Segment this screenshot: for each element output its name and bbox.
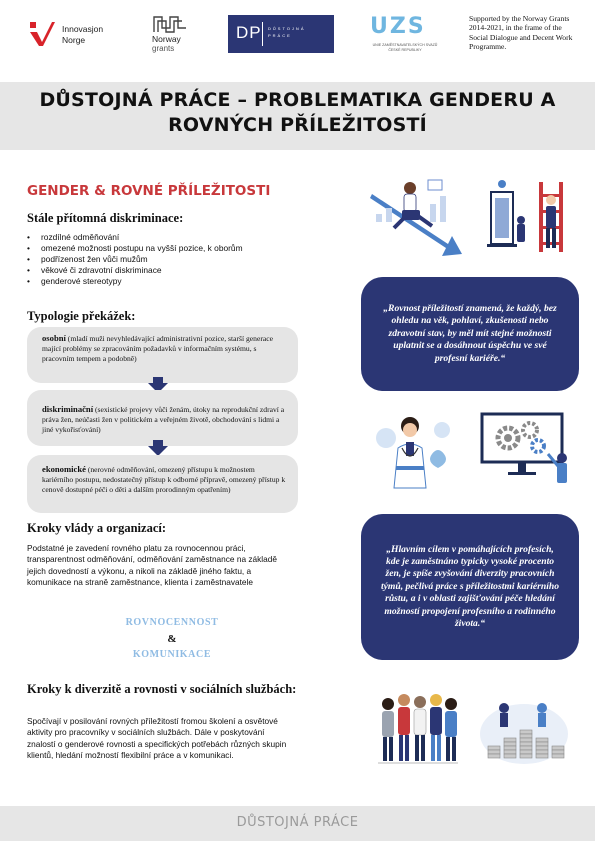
coins-equality-illustration-icon [474,690,574,770]
government-heading: Kroky vlády a organizací: [27,521,167,535]
career-ladder-illustration-icon [483,174,575,262]
obstacle-box-economic [27,455,298,513]
equation-ampersand: & [167,633,177,645]
norway-text: Norway [152,34,181,44]
dp-logo-letters: DP [236,23,262,42]
diversity-text: Spočívají v posilování rovných příležitostí fromou školení a osvětové aktivity pro pracovníky v sociálních službách. Dále v poskytování znalostí o genderové rovnosti a specifických potřebách různých skupin klientů, hledání možností flexibilní práce a v komunikaci. [27,716,287,761]
footer-band [0,806,595,841]
nurse-illustration-icon [366,408,456,490]
supported-by-text: Supported by the Norway Grants 2014-2021, in the frame of the Social Dialogue and Decent Work Programme. [469,14,573,52]
obstacle-text: (mladí muži nevyhledávající administrativní pozice, starší generace mající problémy se zpracováním požadavků v informačním systému, s pracovním tempem a podobně) [42,334,273,363]
uzs-logo-subtitle: UNIE ZAMĚSTNAVATELSKÝCH SVAZŮ ČESKÉ REPUBLIKY [372,43,438,52]
dp-logo-line1: DŮSTOJNÁ [268,26,306,31]
obstacle-text: (sexistické projevy vůči ženám, útoky na reprodukční zdraví a práva žen, neúčasti žen v politickém a veřejném životě, obchodování s lidmi a jiné vykořisťování) [42,405,285,434]
obstacle-term: diskriminační [42,404,94,414]
discrimination-heading: Stále přítomná diskriminace: [27,211,184,225]
quote-helping-professions [361,514,579,660]
uzs-logo [368,14,442,56]
norway-grants-logo [150,14,210,56]
discrimination-list [27,232,243,287]
list-item: • omezené možnosti postupu na vyšší pozice, k oborům [27,243,243,254]
dustojna-prace-logo [228,15,334,53]
obstacle-box-personal [27,327,298,383]
list-item: • podřízenost žen vůči mužům [27,254,243,265]
woman-on-arrow-illustration-icon [366,174,466,262]
quote-text: „Hlavním cílem v pomáhajících profesích, kde je zaměstnáno typicky vysoké procento žen, je spíše zvyšování diverzity pracovních týmů, pečlivá práce s příležitostmi kariérního růstu, a i v oblasti zajišťování péče hledání možností propojení profesního a rodinného života.“ [380,543,559,630]
section-title: GENDER & ROVNÉ PŘÍLEŽITOSTI [27,183,271,199]
equation-word1: ROVNOCENNOST [125,617,219,628]
obstacle-term: osobní [42,333,66,343]
quote-equal-opportunity [361,277,579,391]
obstacle-term: ekonomické [42,464,86,474]
innovasjon-norge-logo-icon [28,20,56,46]
list-item: • věkové či zdravotní diskriminace [27,265,243,276]
typology-heading: Typologie překážek: [27,309,136,323]
government-text: Podstatné je zavedení rovného platu za rovnocennou práci, transparentnost odměňování, odměňování zaměstnance na základě jejich dovedností a výkonu, a nikoli na základě jiného faktu, a komunikace na straně zaměstnance, klienta i zaměstnavatele [27,543,277,588]
obstacle-text: (nerovné odměňování, omezený přístupu k možnostem kariérního postupu, nedostatečný přístup k odborné přípravě, omezený přístup k cenově dostupné péči o děti a dalším prorodinným opatřením) [42,465,286,494]
obstacle-box-discrimination [27,390,298,446]
gears-monitor-illustration-icon [478,408,574,490]
norway-grants-logo-icon [152,14,192,34]
page-title: DŮSTOJNÁ PRÁCE – PROBLEMATIKA GENDERU A ROVNÝCH PŘÍLEŽITOSTÍ [39,89,556,136]
list-item: • rozdílné odměňování [27,232,243,243]
uzs-logo-letters: UZS [370,14,426,39]
title-band [0,82,595,150]
diversity-heading: Kroky k diverzitě a rovnosti v sociálních službách: [27,682,297,696]
innovasjon-line2: Norge [62,35,86,45]
grants-text: grants [152,44,175,53]
quote-text: „Rovnost příležitostí znamená, že každý, bez ohledu na věk, pohlaví, zkušenosti nebo zdravotní stav, by měl mít stejné možnosti uplatnit se a dosáhnout úspěchu ve své profesní kariéře.“ [383,302,557,364]
diverse-team-illustration-icon [374,688,460,770]
equation-word2: KOMUNIKACE [132,649,212,660]
dp-logo-line2: PRÁCE [268,33,292,38]
footer-text: DŮSTOJNÁ PRÁCE [236,815,359,830]
innovasjon-line1: Innovasjon [62,24,104,34]
innovasjon-norge-logo [28,18,128,52]
list-item: • genderové stereotypy [27,276,243,287]
